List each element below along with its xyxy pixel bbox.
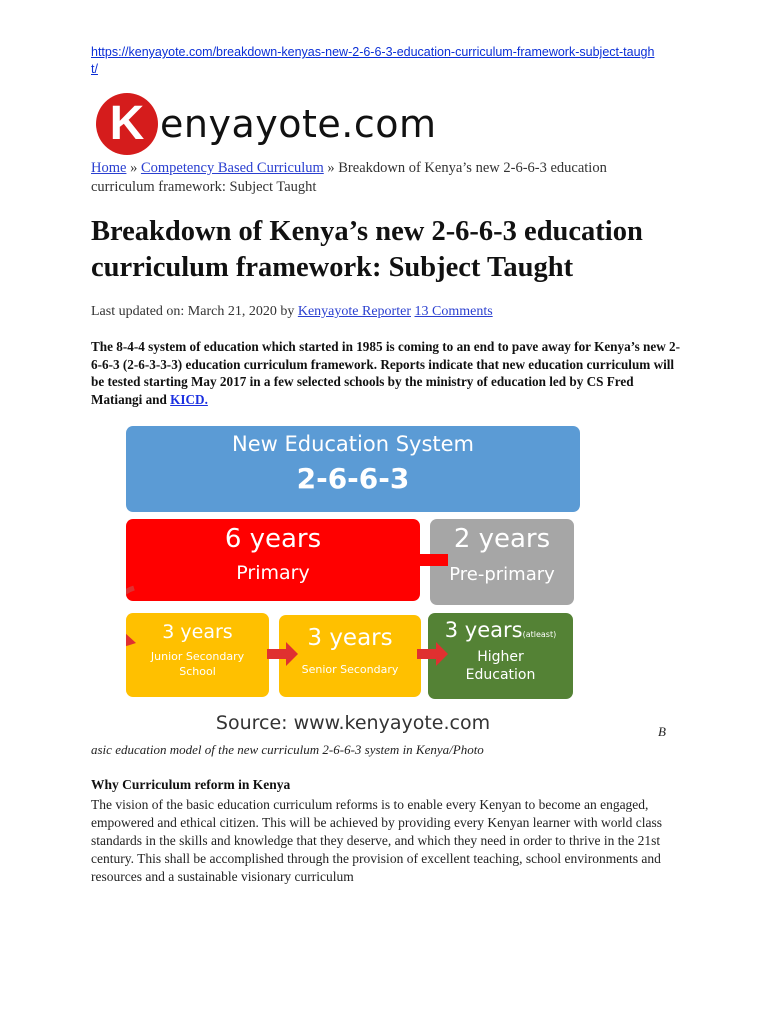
senior-label: Senior Secondary [301, 663, 399, 676]
higher-education-box [428, 613, 573, 699]
primary-label: Primary [236, 562, 310, 584]
junior-label-line2: School [179, 665, 216, 678]
junior-label [126, 649, 269, 679]
senior-years: 3 years [307, 625, 393, 651]
primary-box [126, 519, 420, 601]
diagram-header-box [126, 426, 580, 512]
higher-label-line2: Education [465, 667, 536, 683]
education-system-diagram [126, 426, 580, 738]
diagram-header-code: 2-6-6-3 [296, 462, 410, 495]
junior-years: 3 years [162, 621, 233, 643]
image-caption: asic education model of the new curriculum 2-6-6-3 system in Kenya/Photo [91, 742, 484, 757]
higher-note: (atleast) [522, 630, 557, 639]
logo-k-letter: K [109, 97, 145, 150]
breadcrumb-category-link[interactable]: Competency Based Curriculum [140, 160, 324, 176]
kicd-link[interactable]: KICD. [170, 391, 208, 407]
comments-link[interactable]: 13 Comments [414, 304, 493, 319]
higher-label [428, 648, 573, 684]
lead-paragraph [91, 338, 681, 408]
article-title: Breakdown of Kenya’s new 2-6-6-3 education curriculum framework: Subject Taught [91, 216, 643, 283]
author-link[interactable]: Kenyayote Reporter [297, 304, 411, 319]
section-body: The vision of the basic education curriculum reforms is to enable every Kenyan to become an engaged, empowered and ethical citizen. This will be achieved by providing every Kenyan learner with world class standards in the skills and knowledge that they deserve, and which they need in order to thrive in the 21st century. This shall be accomplished through the provision of excellent teaching, school environments and resources and a sustainable visionary curriculum [91, 797, 663, 884]
breadcrumb-current: Breakdown of Kenya’s new 2-6-6-3 education curriculum framework: Subject Taught [91, 160, 607, 195]
logo-k-circle [96, 93, 158, 155]
higher-years-row [428, 618, 573, 642]
logo-text: enyayote.com [160, 102, 437, 146]
lead-text: The 8-4-4 system of education which started in 1985 is coming to an end to pave away for Kenya’s new 2-6-6-3 (2-6-3-3-3) education curriculum framework. Reports indicate that new education curriculum will be tested starting May 2017 in a few selected schools by the ministry of education led by CS Fred Matiangi and [91, 339, 681, 407]
section-heading: Why Curriculum reform in Kenya [91, 777, 291, 792]
preprimary-years: 2 years [453, 524, 551, 554]
senior-secondary-box [279, 615, 421, 697]
breadcrumb-separator: » [126, 160, 141, 176]
source-url-link[interactable]: https://kenyayote.com/breakdown-kenyas-new-2-6-6-3-education-curriculum-framework-subject-taught/ [91, 45, 655, 76]
diagram-source: Source: www.kenyayote.com [215, 712, 491, 734]
junior-label-line1: Junior Secondary [150, 650, 245, 663]
site-logo[interactable] [96, 93, 437, 155]
higher-label-line1: Higher [477, 649, 524, 665]
junior-secondary-box [126, 613, 269, 697]
preprimary-box [430, 519, 574, 605]
article-meta [91, 303, 691, 321]
breadcrumb [91, 159, 671, 197]
preprimary-label: Pre-primary [449, 564, 555, 585]
caption-first-letter: B [658, 724, 666, 739]
breadcrumb-separator: » [323, 160, 339, 176]
primary-years: 6 years [224, 524, 322, 554]
higher-years: 3 years [444, 618, 523, 642]
diagram-header-title: New Education System [231, 432, 474, 456]
last-updated-text: Last updated on: March 21, 2020 by [91, 304, 298, 319]
breadcrumb-home-link[interactable]: Home [91, 160, 127, 176]
